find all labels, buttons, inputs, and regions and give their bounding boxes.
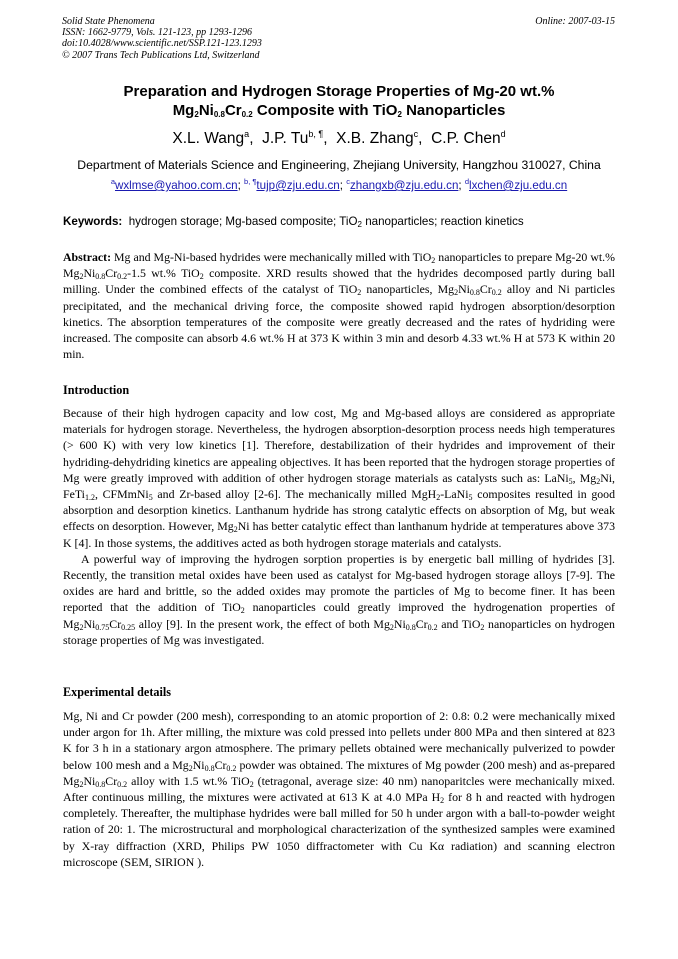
email-link[interactable]: lxchen@zju.edu.cn — [469, 179, 568, 192]
paragraph: Because of their high hydrogen capacity and low cost, Mg and Mg-based alloys are considered as appropriate materials for hydrogen storage. Nevertheless, the hydrogen absorption-desorption process needs high temperatures (> 600 K) with very low kinetics [1]. Therefore, destabilization of their hydrides and improvement of their hydriding-dehydriding kinetics are appealing objectives. It has been reported that the hydrogen storage properties of Mg were greatly improved with addition of other hydrogen storage materials as catalysts such as: LaNi$_5$, $Mg_2Ni$, FeTi$_{1.2}$, CFMmNi$_5$ and Zr-based alloy [2-6]. The mechanically milled MgH$_2$-LaNi$_5$ composites resulted in good absorption and desorption kinetics. Lanthanum hydride has strong catalytic effects on absorption of Mg, but weak effects on desorption. However, $Mg_2Ni$ has better catalytic effect than lanthanum hydride at temperatures above 373 K [4]. In those systems, the additives acted as both hydrogen storage materials and catalysts. — [63, 406, 616, 550]
abstract: Abstract: Mg and Mg-Ni-based hydrides were mechanically milled with TiO$_2$ nanoparticles to prepare Mg-20 wt.% $Mg_2Ni_{0.8}Cr_{0.2}-1.5$ wt.% TiO$_2$ composite. XRD results showed that the hydrides decomposed partly during ball milling. Under the combined effects of the catalyst of TiO$_2$ nanoparticles, $Mg_2Ni_{0.8}Cr_{0.2}$ alloy and Ni particles precipitated, and the mechanical driving force, the composite showed rapid hydrogen absorption/desorption kinetics. The absorption temperatures of the composite were greatly decreased and the rates of hydriding were increased. The composite can absorb 4.6 wt.% H at 373 K within 3 min and desorb 4.33 wt.% H at 573 K within 20 min. — [63, 250, 615, 362]
abstract-label: Abstract: — [63, 250, 112, 264]
author-name: J.P. Tu — [262, 130, 309, 147]
author-name: X.B. Zhang — [336, 130, 414, 147]
email-list: $^a$wxlmse@yahoo.com.cn; $^{b, \P}$tujp@zju.edu.cn; $^c$zhangxb@zju.edu.cn; $^d$lxchen@zju.edu.cn — [110, 177, 568, 192]
doi-line: doi:10.4028/www.scientific.net/SSP.121-123.1293 — [62, 38, 262, 50]
journal-name: Solid State Phenomena — [62, 16, 155, 27]
paragraph: A powerful way of improving the hydrogen sorption properties is by energetic ball milling of hydrides [3]. Recently, the transition metal oxides have been used as catalyst for Mg-based hydrogen storage alloys [7-9]. The oxides are hard and brittle, so the added oxides may promote the particles of Mg to become finer. It has been reported that the addition of TiO$_2$ nanoparticles could greatly improved the hydrogenation properties of $Mg_2Ni_{0.75}Cr_{0.25}$ alloy [9]. In the present work, the effect of both $Mg_2Ni_{0.8}Cr_{0.2}$ and TiO$_2$ nanoparticles on hydrogen storage properties of Mg was investigated. — [63, 551, 615, 647]
section-heading-experimental: Experimental details — [63, 685, 171, 699]
experimental-body — [63, 708, 615, 870]
section-heading-introduction: Introduction — [63, 383, 130, 397]
journal-header — [62, 16, 262, 61]
title-line-2: $Mg_2Ni_{0.8}Cr_{0.2}$ Composite with TiO$_2$ Nanoparticles — [172, 102, 506, 119]
author-name: C.P. Chen — [431, 130, 501, 147]
paper-title — [40, 82, 638, 120]
author-name: X.L. Wang — [172, 130, 245, 147]
copyright-line: © 2007 Trans Tech Publications Ltd, Switzerland — [62, 49, 260, 61]
online-date: Online: 2007-03-15 — [535, 16, 615, 27]
author-list: X.L. Wang$^a$, J.P. $Tu^{b, \P}$, X.B. Zhang$^c$, C.P. Chen$^d$ — [172, 128, 506, 147]
email-link[interactable]: tujp@zju.edu.cn — [256, 179, 340, 192]
keywords-label: Keywords: — [63, 215, 123, 228]
title-line-1: Preparation and Hydrogen Storage Properties of Mg-20 wt.% — [123, 83, 555, 100]
issn-line: ISSN: 1662-9779, Vols. 121-123, pp 1293-1296 — [62, 27, 252, 39]
keywords: Keywords: hydrogen storage; Mg-based composite; TiO$_2$ nanoparticles; reaction kinetics — [63, 215, 524, 229]
affiliation: Department of Materials Science and Engineering, Zhejiang University, Hangzhou 310027, China — [77, 158, 601, 172]
introduction-body — [63, 405, 615, 648]
email-link[interactable]: zhangxb@zju.edu.cn — [349, 179, 459, 192]
email-link[interactable]: wxlmse@yahoo.com.cn — [114, 179, 238, 192]
paragraph: Mg, Ni and Cr powder (200 mesh), corresponding to an atomic proportion of 2: 0.8: 0.2 were mechanically mixed under argon for 1h. After milling, the mixture was cold pressed into pellets under 800 MPa and then sintered at 823 K for 3 h in a stationary argon atmosphere. The primary pellets obtained were mechanically pulverized to powder below 100 mesh and a $Mg_2Ni_{0.8}Cr_{0.2}$ powder was obtained. The mixtures of Mg powder (200 mesh) and as-prepared $Mg_2Ni_{0.8}Cr_{0.2}$ alloy with 1.5 wt.% TiO$_2$ (tetragonal, average size: 40 nm) nanoparitcles were mechanically mixed. After continuous milling, the mixtures were activated at 613 K at 4.0 MPa $H_2$ for 8 h and reacted with hydrogen completely. Thereafter, the multiphase hydrides were ball milled for 50 h under argon with a ball-to-powder weight ration of 20: 1. The microstructural and morphological characterization of the synthesized samples were examined by X-ray diffraction (XRD, Philips PW 1050 diffractometer with Cu Kα radiation) and scanning electron microscope (SEM, SIRION ). — [63, 709, 616, 869]
